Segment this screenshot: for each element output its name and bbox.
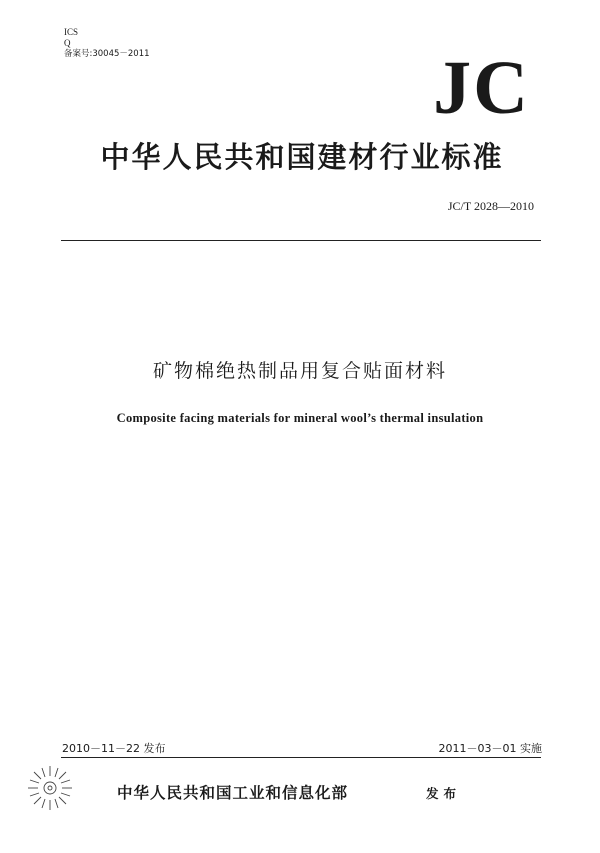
- classification-code: Q: [64, 38, 71, 48]
- issuing-authority: 中华人民共和国工业和信息化部: [117, 784, 349, 802]
- document-title-chinese: 矿物棉绝热制品用复合贴面材料: [152, 360, 447, 382]
- implementation-date: 2011－03－01 实施: [438, 742, 542, 755]
- standard-number: JC/T 2028—2010: [447, 199, 534, 213]
- ics-code: ICS: [64, 27, 79, 37]
- bottom-divider: [61, 757, 541, 758]
- filing-number: 备案号:30045－2011: [64, 49, 150, 59]
- issue-date: 2010－11－22 发布: [62, 742, 166, 755]
- ministry-seal-icon: [24, 762, 76, 814]
- standard-type-heading: 中华人民共和国建材行业标准: [100, 140, 504, 174]
- jc-logo: JC: [433, 46, 530, 130]
- top-divider: [61, 240, 541, 241]
- document-title-english: Composite facing materials for mineral wool’s thermal insulation: [116, 411, 484, 425]
- publish-label: 发布: [426, 786, 462, 801]
